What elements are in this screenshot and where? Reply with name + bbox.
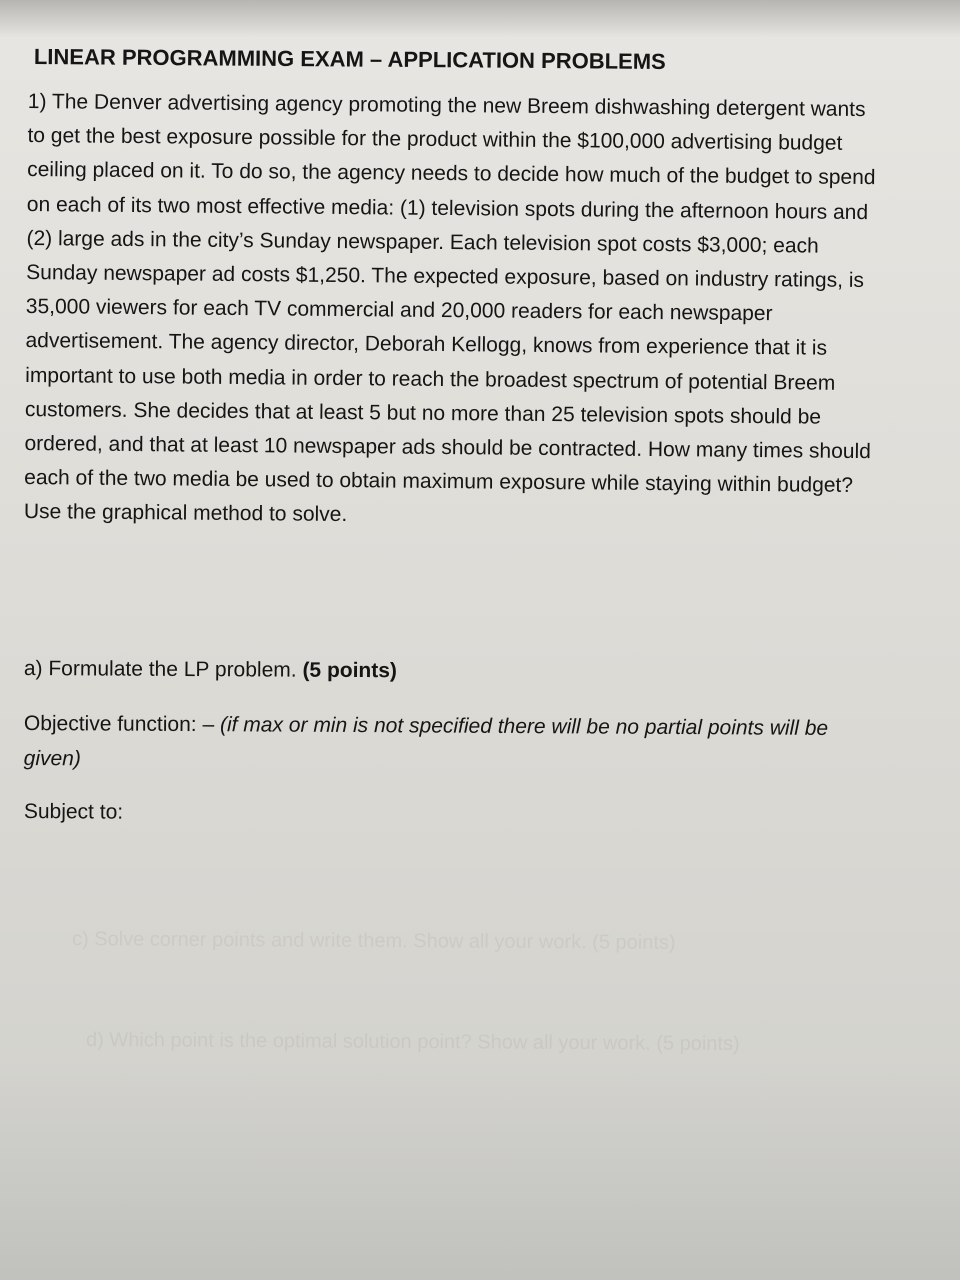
part-a-points: (5 points) [302, 658, 398, 683]
part-a-label: a) Formulate the LP problem. [23, 656, 297, 682]
subject-to-prompt: Subject to: [23, 799, 124, 824]
exam-content [23, 42, 888, 530]
exam-title: LINEAR PROGRAMMING EXAM – APPLICATION PROBLEMS [33, 43, 666, 74]
top-shadow [0, 0, 960, 38]
objective-label: Objective function: – [23, 711, 215, 737]
show-through-line-2: d) Which point is the optimal solution point? Show all your work. (5 points) [85, 1029, 740, 1055]
part-a-heading [24, 651, 874, 691]
objective-function-prompt [24, 706, 874, 781]
show-through-line-1: c) Solve corner points and write them. Show all your work. (5 points) [71, 928, 676, 954]
bottom-shadow [0, 1060, 960, 1280]
objective-note: (if max or min is not specified there will be no partial points will be given) [23, 713, 829, 771]
problem-1-text: 1) The Denver advertising agency promoting the new Breem dishwashing detergent wants to get the best exposure possible for the product within the $100,000 advertising budget ceiling placed on it. To do so, the agency needs to decide how much of the budget to spend on each of its two most effective media: (1) television spots during the afternoon hours and (2) large ads in the city’s Sunday newspaper. Each television spot costs $3,000; each Sunday newspaper ad costs $1,250. The expected exposure, based on industry ratings, is 35,000 viewers for each TV commercial and 20,000 readers for each newspaper advertisement. The agency director, Deborah Kellogg, knows from experience that it is important to use both media in order to reach the broadest spectrum of potential Breem customers. She decides that at least 5 but no more than 25 television spots should be ordered, and that at least 10 newspaper ads should be contracted. How many times should each of the two media be used to obtain maximum exposure while staying within budget? Use the graphical method to solve. [23, 89, 876, 527]
